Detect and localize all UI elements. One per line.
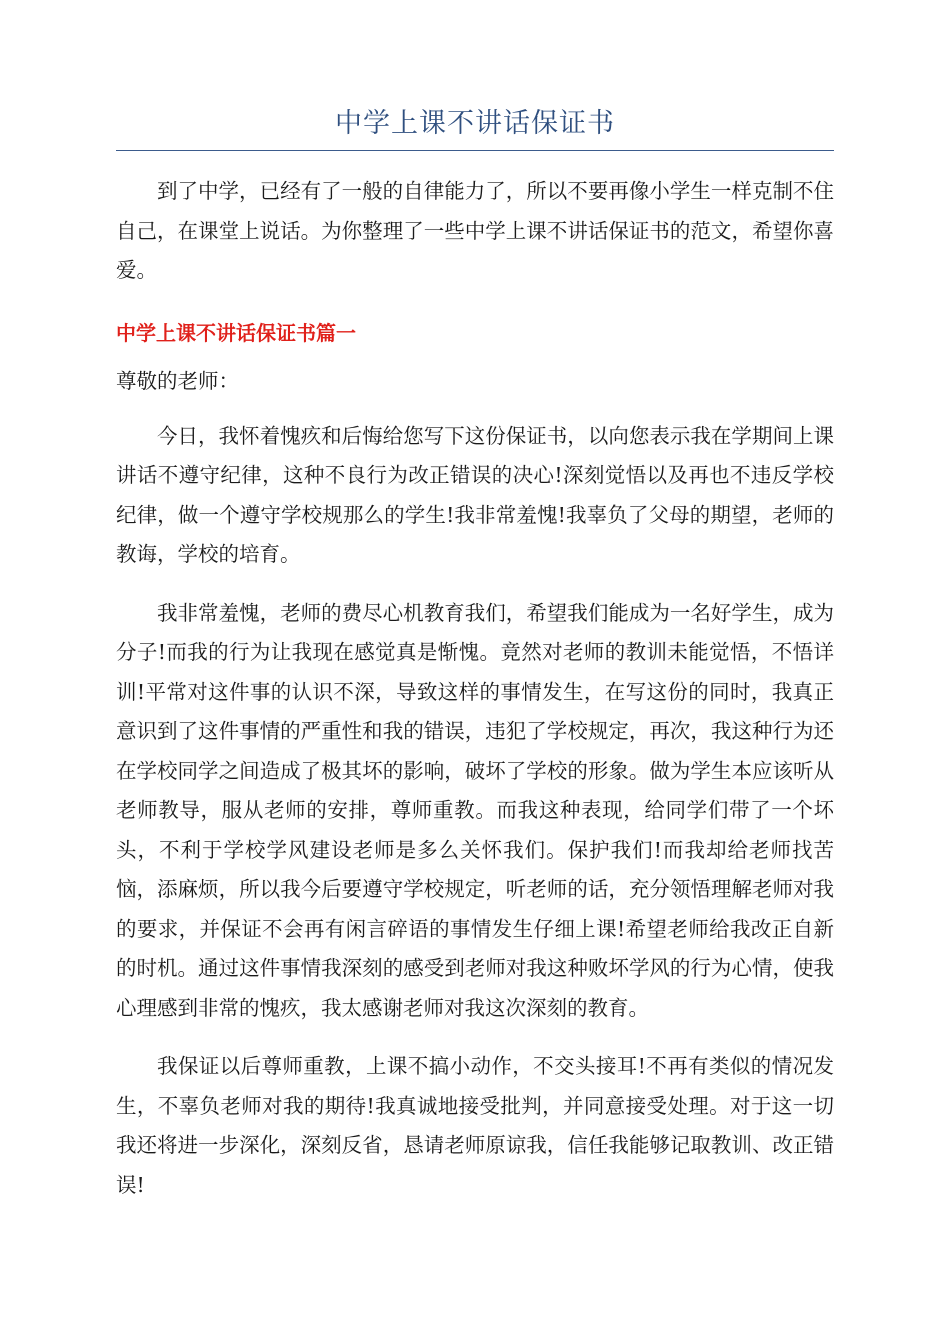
document-title: 中学上课不讲话保证书 bbox=[116, 104, 834, 151]
body-paragraph-2: 我非常羞愧，老师的费尽心机教育我们，希望我们能成为一名好学生，成为分子!而我的行为让我现在感觉真是惭愧。竟然对老师的教训未能觉悟，不悟详训!平常对这件事的认识不深，导致这样的事情发生，在写这份的同时，我真正意识到了这件事情的严重性和我的错误，违犯了学校规定，再次，我这种行为还在学校同学之间造成了极其坏的影响，破坏了学校的形象。做为学生本应该听从老师教导，服从老师的安排，尊师重教。而我这种表现，给同学们带了一个坏头，不利于学校学风建设老师是多么关怀我们。保护我们!而我却给老师找苦恼，添麻烦，所以我今后要遵守学校规定，听老师的话，充分领悟理解老师对我的要求，并保证不会再有闲言碎语的事情发生仔细上课!希望老师给我改正自新的时机。通过这件事情我深刻的感受到老师对我这种败坏学风的行为心情，使我心理感到非常的愧疚，我太感谢老师对我这次深刻的教育。 bbox=[116, 600, 834, 1020]
document-page bbox=[116, 104, 834, 1205]
salutation: 尊敬的老师： bbox=[116, 368, 239, 393]
section-heading: 中学上课不讲话保证书篇一 bbox=[116, 320, 356, 345]
body-paragraph-1: 今日，我怀着愧疚和后悔给您写下这份保证书，以向您表示我在学期间上课讲话不遵守纪律，这种不良行为改正错误的决心!深刻觉悟以及再也不违反学校纪律，做一个遵守学校规那么的学生!我非常羞愧!我辜负了父母的期望，老师的教诲，学校的培育。 bbox=[116, 423, 834, 566]
body-paragraph-3: 我保证以后尊师重教，上课不搞小动作，不交头接耳!不再有类似的情况发生，不辜负老师对我的期待!我真诚地接受批判，并同意接受处理。对于这一切我还将进一步深化，深刻反省，恳请老师原谅我，信任我能够记取教训、改正错误! bbox=[116, 1054, 834, 1197]
intro-paragraph: 到了中学，已经有了一般的自律能力了，所以不要再像小学生一样克制不住自己，在课堂上说话。为你整理了一些中学上课不讲话保证书的范文，希望你喜爱。 bbox=[116, 179, 834, 282]
